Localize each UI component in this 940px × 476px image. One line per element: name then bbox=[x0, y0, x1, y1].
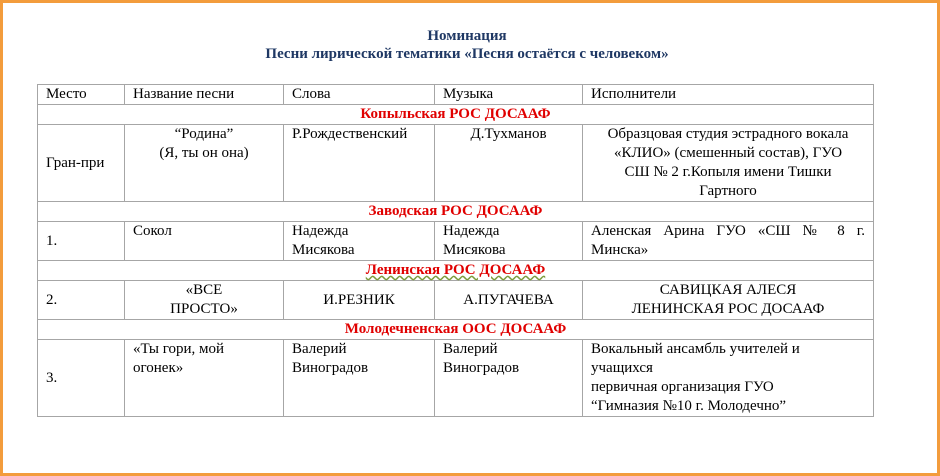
song-cell: “Родина” (Я, ты он она) bbox=[125, 125, 284, 202]
place-cell: Гран-при bbox=[38, 125, 125, 202]
lyrics-cell: Валерий Виноградов bbox=[284, 340, 435, 417]
region-title: Молодечненская ООС ДОСААФ bbox=[38, 320, 874, 340]
region-title: Копыльская РОС ДОСААФ bbox=[38, 105, 874, 125]
place-cell: 2. bbox=[38, 281, 125, 320]
song-cell: «Ты гори, мой огонек» bbox=[125, 340, 284, 417]
performers-cell: САВИЦКАЯ АЛЕСЯ ЛЕНИНСКАЯ РОС ДОСААФ bbox=[583, 281, 874, 320]
table-row bbox=[38, 125, 874, 202]
lyrics-cell: Р.Рождественский bbox=[284, 125, 435, 202]
header-place: Место bbox=[38, 85, 125, 105]
nomination-label: Номинация bbox=[427, 28, 507, 44]
song-cell: «ВСЕ ПРОСТО» bbox=[125, 281, 284, 320]
music-cell: А.ПУГАЧЕВА bbox=[435, 281, 583, 320]
table-row bbox=[38, 340, 874, 417]
results-table bbox=[37, 84, 874, 417]
performers-cell: Вокальный ансамбль учителей и учащихся первичная организация ГУО “Гимназия №10 г. Молодечно” bbox=[583, 340, 874, 417]
performers-cell: Аленская Арина ГУО «СШ № 8 г. Минска» bbox=[583, 222, 874, 261]
lyrics-cell: И.РЕЗНИК bbox=[284, 281, 435, 320]
music-cell: Валерий Виноградов bbox=[435, 340, 583, 417]
place-cell: 1. bbox=[38, 222, 125, 261]
region-row bbox=[38, 261, 874, 281]
header-song: Название песни bbox=[125, 85, 284, 105]
header-performers: Исполнители bbox=[583, 85, 874, 105]
header-row bbox=[38, 85, 874, 105]
place-cell: 3. bbox=[38, 340, 125, 417]
region-row bbox=[38, 105, 874, 125]
nomination-title: Песни лирической тематики «Песня остаётся с человеком» bbox=[265, 46, 669, 62]
table-row bbox=[38, 281, 874, 320]
header-lyrics: Слова bbox=[284, 85, 435, 105]
page-heading bbox=[0, 27, 934, 63]
table-row bbox=[38, 222, 874, 261]
header-music: Музыка bbox=[435, 85, 583, 105]
region-row bbox=[38, 320, 874, 340]
region-row bbox=[38, 202, 874, 222]
music-cell: Надежда Мисякова bbox=[435, 222, 583, 261]
region-title: Заводская РОС ДОСААФ bbox=[38, 202, 874, 222]
performers-cell: Образцовая студия эстрадного вокала «КЛИО» (смешенный состав), ГУО СШ № 2 г.Копыля имени Тишки Гартного bbox=[583, 125, 874, 202]
music-cell: Д.Тухманов bbox=[435, 125, 583, 202]
region-title: Ленинская РОС ДОСААФ bbox=[38, 261, 874, 281]
lyrics-cell: Надежда Мисякова bbox=[284, 222, 435, 261]
song-cell: Сокол bbox=[125, 222, 284, 261]
